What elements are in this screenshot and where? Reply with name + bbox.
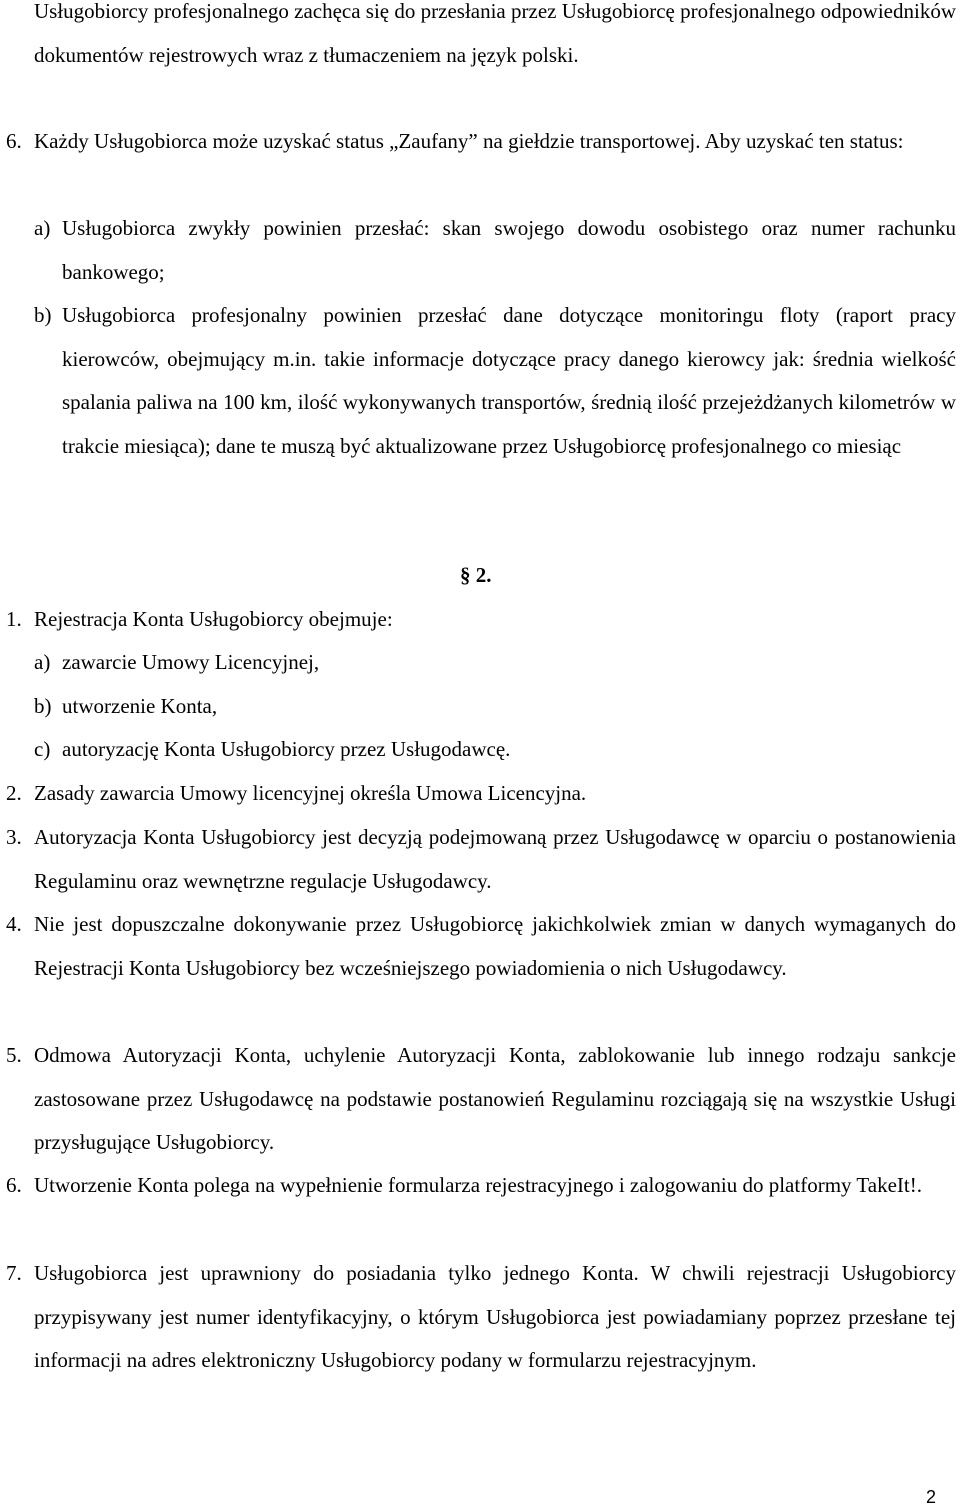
sub-item-a-prev [34, 207, 956, 294]
sub-item-a [34, 641, 956, 685]
list-item-label: 3. [6, 825, 22, 849]
sub-item-label: a) [34, 216, 51, 240]
intro-paragraph: Usługobiorcy profesjonalnego zachęca się do przesłania przez Usługobiorcę profesjonalnego odpowiedników dokumentów rejestrowych wraz z tłumaczeniem na język polski. [34, 0, 956, 67]
sub-item-text: zawarcie Umowy Licencyjnej, [62, 650, 320, 674]
sub-item-label: b) [34, 694, 52, 718]
list-item-text: Każdy Usługobiorca może uzyskać status „Zaufany” na giełdzie transportowej. Aby uzyskać ten status: [34, 129, 904, 153]
list-item-3 [6, 816, 956, 903]
sub-item-text: utworzenie Konta, [62, 694, 218, 718]
list-item-text: Utworzenie Konta polega na wypełnienie formularza rejestracyjnego i zalogowaniu do platformy TakeIt!. [34, 1173, 922, 1197]
sub-item-text: Usługobiorca zwykły powinien przesłać: skan swojego dowodu osobistego oraz numer rachunku bankowego; [62, 216, 956, 284]
list-item-text: Nie jest dopuszczalne dokonywanie przez Usługobiorcę jakichkolwiek zmian w danych wymaganych do Rejestracji Konta Usługobiorcy bez wcześniejszego powiadomienia o nich Usługodawcy. [34, 912, 956, 980]
list-item-text: Autoryzacja Konta Usługobiorcy jest decyzją podejmowaną przez Usługodawcę w oparciu o postanowienia Regulaminu oraz wewnętrzne regulacje Usługodawcy. [34, 825, 956, 893]
list-item-text: Zasady zawarcia Umowy licencyjnej określa Umowa Licencyjna. [34, 781, 587, 805]
list-item-text: Odmowa Autoryzacji Konta, uchylenie Autoryzacji Konta, zablokowanie lub innego rodzaju sankcje zastosowane przez Usługodawcę na podstawie postanowień Regulaminu rozciągają się na wszystkie Usługi przysługujące Usługobiorcy. [34, 1043, 956, 1154]
list-item-text: Usługobiorca jest uprawniony do posiadania tylko jednego Konta. W chwili rejestracji Usługobiorcy przypisywany jest numer identyfikacyjny, o którym Usługobiorca jest powiadamiany poprzez przesłane tej informacji na adres elektroniczny Usługobiorcy podany w formularzu rejestracyjnym. [34, 1261, 956, 1372]
sub-item-b [34, 685, 956, 729]
list-item-1 [6, 598, 956, 642]
list-item-label: 6. [6, 1173, 22, 1197]
list-item-label: 1. [6, 607, 22, 631]
sub-item-label: a) [34, 650, 51, 674]
list-item-6-prev [6, 120, 956, 164]
list-item-label: 4. [6, 912, 22, 936]
list-item-label: 6. [6, 129, 22, 153]
list-item-label: 7. [6, 1261, 22, 1285]
list-item-6 [6, 1164, 956, 1208]
page-number: 2 [925, 1487, 936, 1507]
list-item-label: 5. [6, 1043, 22, 1067]
sub-item-label: c) [34, 737, 51, 761]
list-item-label: 2. [6, 781, 22, 805]
section-heading: § 2. [460, 563, 492, 587]
sub-item-label: b) [34, 303, 52, 327]
list-item-2 [6, 772, 956, 816]
sub-item-text: autoryzację Konta Usługobiorcy przez Usługodawcę. [62, 737, 511, 761]
list-item-4 [6, 903, 956, 990]
list-item-5 [6, 1034, 956, 1165]
list-item-text: Rejestracja Konta Usługobiorcy obejmuje: [34, 607, 393, 631]
sub-item-b-prev [34, 294, 956, 468]
sub-item-text: Usługobiorca profesjonalny powinien przesłać dane dotyczące monitoringu floty (raport pracy kierowców, obejmujący m.in. takie informacje dotyczące pracy danego kierowcy jak: średnia wielkość spalania paliwa na 100 km, ilość wykonywanych transportów, średnią ilość przejeżdżanych kilometrów w trakcie miesiąca); dane te muszą być aktualizowane przez Usługobiorcę profesjonalnego co miesiąc [62, 303, 956, 458]
sub-item-c [34, 728, 956, 772]
list-item-7 [6, 1252, 956, 1383]
